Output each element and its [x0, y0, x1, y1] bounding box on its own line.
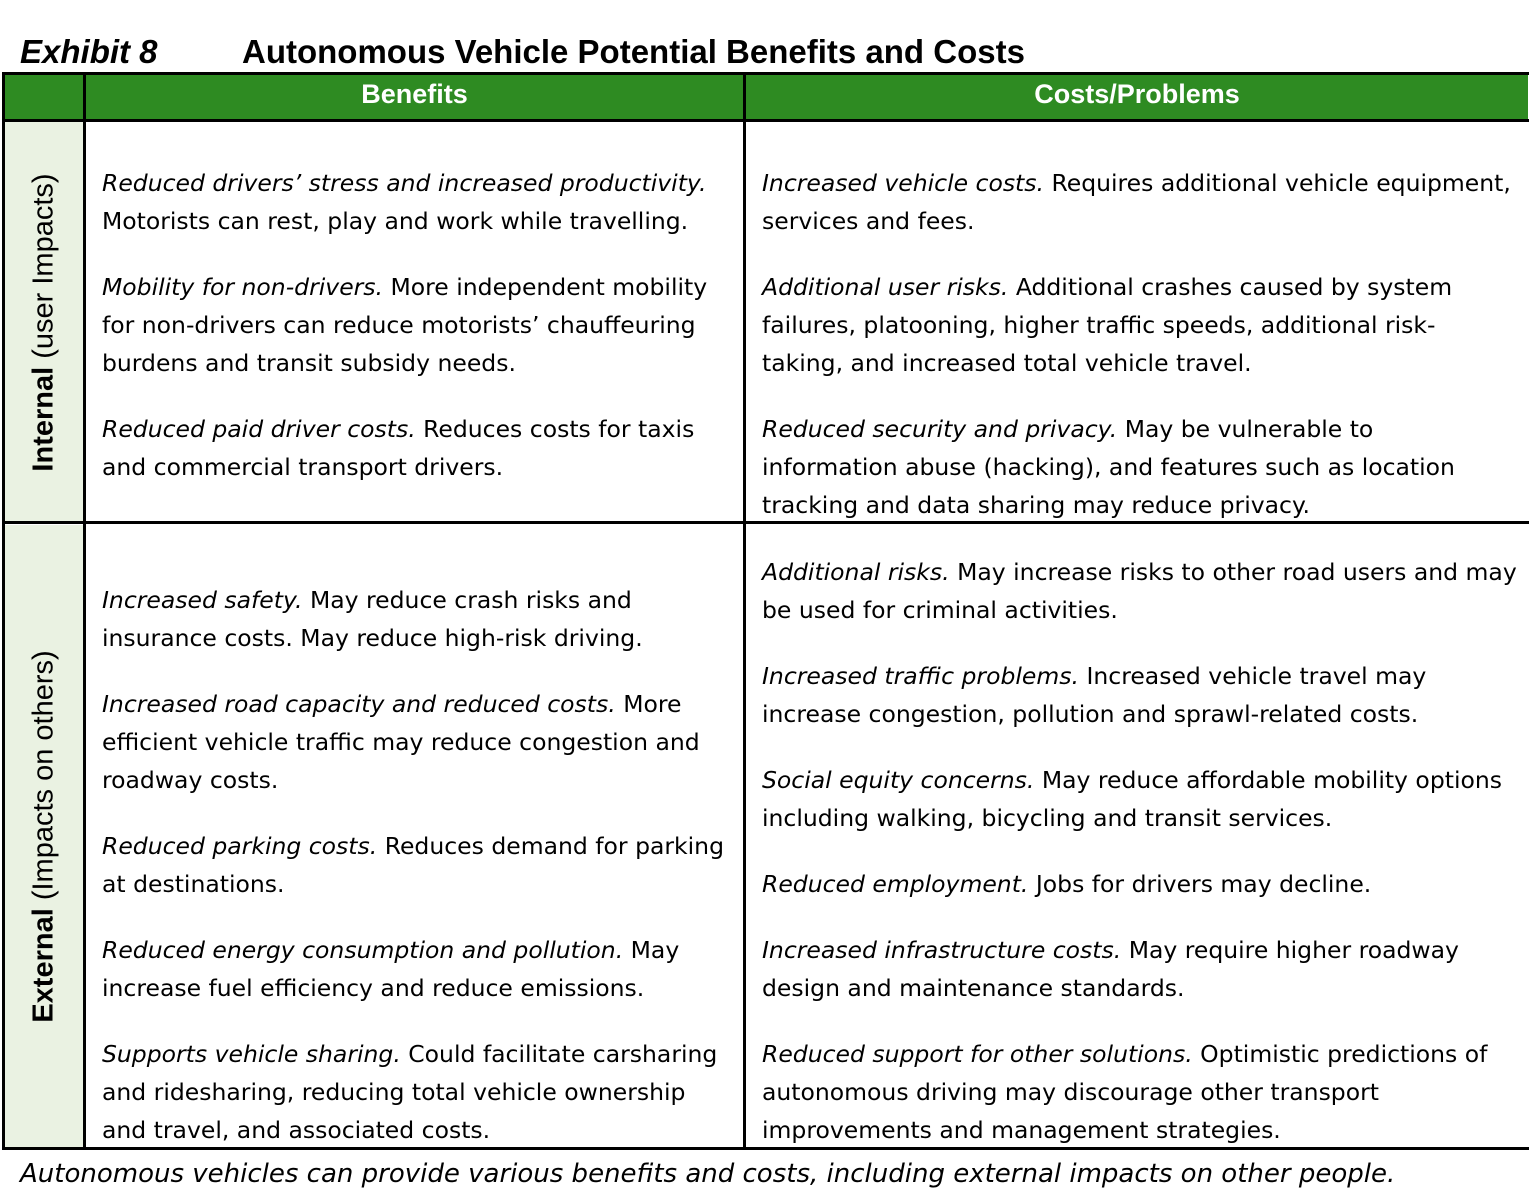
row-label-internal-bold: Internal	[27, 366, 60, 472]
figure-caption: Autonomous vehicles can provide various benefits and costs, including external impacts on other people.	[20, 1159, 1396, 1189]
cost-entry	[762, 1035, 1517, 1149]
entry-lead: Additional user risks.	[762, 273, 1009, 301]
entry-lead: Social equity concerns.	[762, 766, 1035, 794]
entry-lead: Increased infrastructure costs.	[762, 936, 1122, 964]
cost-entry	[762, 164, 1512, 240]
row-label-external	[4, 525, 84, 1148]
entry-text: May reduce crash risks and insurance costs. May reduce high-risk driving.	[102, 586, 643, 652]
entry-text: Requires additional vehicle equipment, services and fees.	[762, 169, 1511, 235]
benefit-entry	[102, 931, 732, 1007]
entry-text: Additional crashes caused by system failures, platooning, higher traffic speeds, additional risk-taking, and increased total vehicle travel.	[762, 273, 1453, 377]
row-label-internal	[4, 122, 84, 522]
entry-text: May increase risks to other road users and may be used for criminal activities.	[762, 558, 1517, 624]
cost-entry	[762, 761, 1517, 837]
column-header-costs: Costs/Problems	[1034, 79, 1240, 109]
column-header-benefits: Benefits	[361, 79, 468, 109]
entry-text: May require higher roadway design and maintenance standards.	[762, 936, 1459, 1002]
benefit-entry	[102, 581, 732, 657]
entry-lead: Mobility for non-drivers.	[102, 273, 384, 301]
benefit-entry	[102, 827, 732, 903]
entry-lead: Increased vehicle costs.	[762, 169, 1044, 197]
exhibit-heading: Autonomous Vehicle Potential Benefits and Costs	[242, 33, 1025, 70]
cost-entry	[762, 657, 1517, 733]
cell-external-costs	[762, 553, 1517, 1149]
row-label-external-bold: External	[27, 908, 60, 1023]
entry-lead: Reduced employment.	[762, 870, 1029, 898]
cell-internal-benefits	[102, 164, 732, 486]
entry-lead: Reduced support for other solutions.	[762, 1040, 1193, 1068]
cost-entry	[762, 931, 1517, 1007]
entry-lead: Reduced energy consumption and pollution.	[102, 936, 624, 964]
entry-text: Jobs for drivers may decline.	[1028, 870, 1372, 898]
benefit-entry	[102, 410, 732, 486]
entry-lead: Reduced drivers’ stress and increased productivity.	[102, 169, 707, 197]
benefit-entry	[102, 1035, 732, 1149]
entry-text: May reduce affordable mobility options including walking, bicycling and transit services.	[762, 766, 1502, 832]
entry-text: Reduces demand for parking at destinations.	[102, 832, 724, 898]
cost-entry	[762, 553, 1517, 629]
cost-entry	[762, 865, 1517, 903]
entry-text: Increased vehicle travel may increase congestion, pollution and sprawl-related costs.	[762, 662, 1427, 728]
cell-external-benefits	[102, 581, 732, 1149]
entry-text: More independent mobility for non-drivers can reduce motorists’ chauffeuring burdens and transit subsidy needs.	[102, 273, 708, 377]
column-divider-2	[743, 72, 746, 1150]
entry-text: Could facilitate carsharing and ridesharing, reducing total vehicle ownership and travel, and associated costs.	[102, 1040, 718, 1144]
benefit-entry	[102, 685, 732, 799]
row-label-external-rest: (Impacts on others)	[27, 650, 60, 909]
benefit-entry	[102, 268, 732, 382]
entry-text: May increase fuel efficiency and reduce emissions.	[102, 936, 680, 1002]
cost-entry	[762, 410, 1512, 524]
row-label-internal-rest: (user Impacts)	[27, 172, 60, 367]
entry-text: Optimistic predictions of autonomous driving may discourage other transport improvements and management strategies.	[762, 1040, 1488, 1144]
entry-lead: Reduced security and privacy.	[762, 415, 1118, 443]
entry-lead: Reduced paid driver costs.	[102, 415, 416, 443]
entry-text: Reduces costs for taxis and commercial transport drivers.	[102, 415, 695, 481]
cost-entry	[762, 268, 1512, 382]
entry-lead: Supports vehicle sharing.	[102, 1040, 401, 1068]
entry-lead: Increased safety.	[102, 586, 303, 614]
cell-internal-costs	[762, 164, 1512, 524]
exhibit-label: Exhibit 8	[20, 33, 158, 70]
entry-lead: Increased traffic problems.	[762, 662, 1079, 690]
benefit-entry	[102, 164, 732, 240]
entry-text: May be vulnerable to information abuse (hacking), and features such as location tracking and data sharing may reduce privacy.	[762, 415, 1455, 519]
entry-lead: Increased road capacity and reduced costs.	[102, 690, 616, 718]
entry-text: More efficient vehicle traffic may reduce congestion and roadway costs.	[102, 690, 700, 794]
entry-text: Motorists can rest, play and work while travelling.	[102, 207, 689, 235]
exhibit-title	[20, 30, 1025, 74]
entry-lead: Additional risks.	[762, 558, 950, 586]
entry-lead: Reduced parking costs.	[102, 832, 378, 860]
